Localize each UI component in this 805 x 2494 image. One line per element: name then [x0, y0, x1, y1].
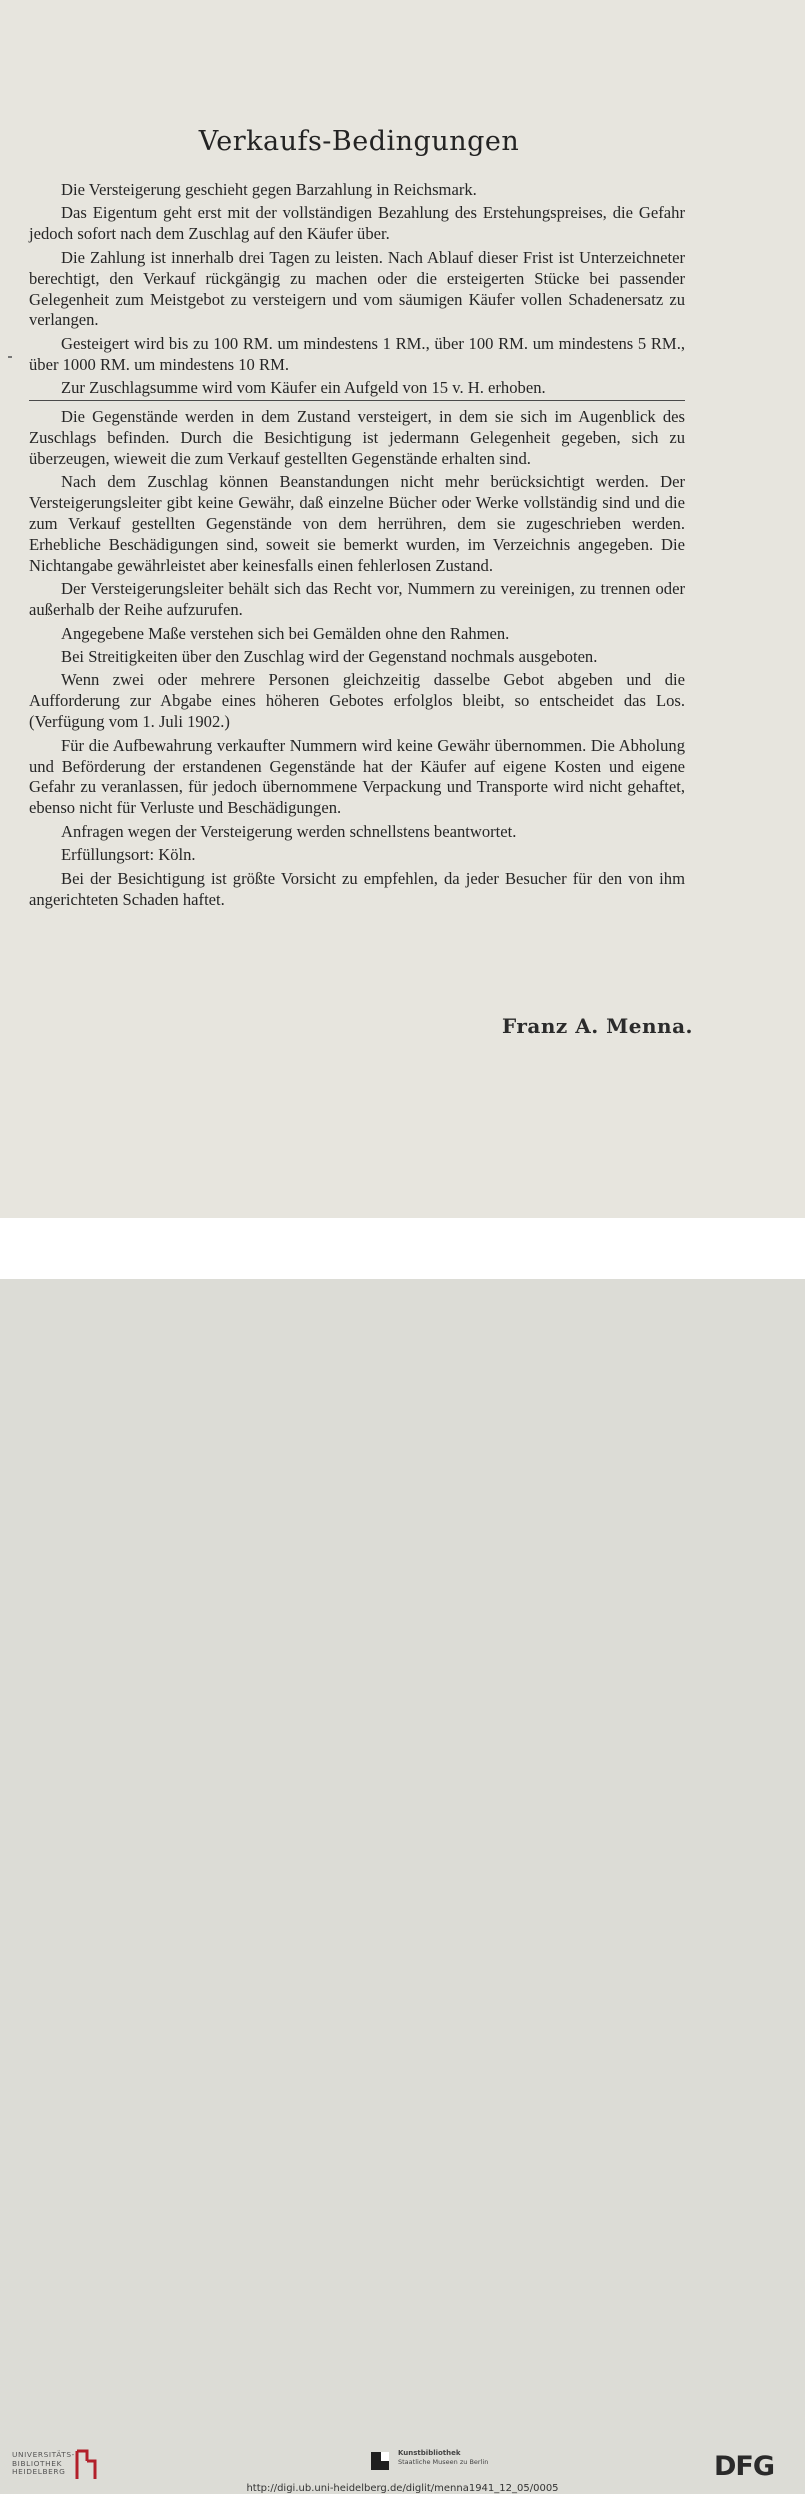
paragraph-bid-increments: Gesteigert wird bis zu 100 RM. um mindestens 1 RM., über 100 RM. um mindestens 5 RM., über 1000 RM. um mindestens 10 RM.	[29, 333, 685, 374]
signature: Franz A. Menna.	[501, 1014, 693, 1038]
margin-mark	[8, 356, 12, 358]
paragraph-complaints: Nach dem Zuschlag können Beanstandungen nicht mehr berücksichtigt werden. Der Versteigerungsleiter gibt keine Gewähr, daß einzelne Bücher oder Werke vollständig sind und die zum Verkauf gestellten Gegenstände von dem herrühren, dem sie zugeschrieben werden. Erhebliche Beschädigungen sind, soweit sie bemerkt wurden, im Verzeichnis angegeben. Die Nichtangabe gewährleistet aber keinesfalls einen fehlerlosen Zustand.	[29, 472, 685, 575]
paragraph-caution: Bei der Besichtigung ist größte Vorsicht zu empfehlen, da jeder Besucher für den von ihm angerichteten Schaden haftet.	[29, 868, 685, 909]
terms-body	[29, 180, 685, 913]
kunstbibliothek-subtitle: Staatliche Museen zu Berlin	[398, 2458, 489, 2466]
kunstbibliothek-name: Kunstbibliothek	[398, 2449, 461, 2457]
paragraph-jurisdiction: Erfüllungsort: Köln.	[61, 845, 196, 865]
paragraph-premium: Zur Zuschlagsumme wird vom Käufer ein Aufgeld von 15 v. H. erhoben.	[29, 378, 685, 401]
logo-line: HEIDELBERG	[12, 2467, 66, 2477]
logo-line: BIBLIOTHEK	[12, 2458, 63, 2468]
permalink-url[interactable]: http://digi.ub.uni-heidelberg.de/diglit/menna1941_12_05/0005	[246, 2483, 559, 2494]
paragraph-disputes: Bei Streitigkeiten über den Zuschlag wird der Gegenstand nochmals ausgeboten.	[61, 647, 598, 667]
heidelberg-logo-icon	[73, 2449, 97, 2481]
logo-line: UNIVERSITÄTS-	[12, 2450, 75, 2459]
scanned-page	[0, 0, 805, 1218]
page-title: Verkaufs-Bedingungen	[198, 126, 520, 157]
kunstbibliothek-logo-icon	[369, 2450, 391, 2472]
digitization-footer	[0, 1218, 805, 2494]
paragraph-lot-order: Der Versteigerungsleiter behält sich das Recht vor, Nummern zu vereinigen, zu trennen oder außerhalb der Reihe aufzurufen.	[29, 579, 685, 620]
paragraph-payment: Die Versteigerung geschieht gegen Barzahlung in Reichsmark.	[61, 180, 477, 199]
paragraph-condition: Die Gegenstände werden in dem Zustand versteigert, in dem sie sich im Augenblick des Zuschlags befinden. Durch die Besichtigung ist jedermann Gelegenheit gegeben, sich zu überzeugen, wieweit die zum Verkauf gestellten Gegenstände erhalten sind.	[29, 407, 685, 468]
kunstbibliothek-label	[398, 2449, 488, 2467]
paragraph-storage: Für die Aufbewahrung verkaufter Nummern wird keine Gewähr übernommen. Die Abholung und Beförderung der erstandenen Gegenstände hat der Käufer auf eigene Kosten und eigene Gefahr zu veranlassen, für jedoch übernommene Verpackung und Transporte wird nicht gehaftet, ebenso nicht für Verluste und Beschädigungen.	[29, 735, 685, 818]
paragraph-equal-bids: Wenn zwei oder mehrere Personen gleichzeitig dasselbe Gebot abgeben und die Aufforderung zur Abgabe eines höheren Gebotes erfolglos bleibt, so entscheidet das Los. (Verfügung vom 1. Juli 1902.)	[29, 670, 685, 732]
paragraph-payment-deadline: Die Zahlung ist innerhalb drei Tagen zu leisten. Nach Ablauf dieser Frist ist Unterzeichneter berechtigt, den Verkauf rückgängig zu machen oder die ersteigerten Stücke bei passender Gelegenheit zum Meistgebot zu versteigern und vom säumigen Käufer vollen Schadenersatz zu verlangen.	[29, 247, 685, 330]
dfg-logo: DFG	[714, 2451, 775, 2482]
paragraph-ownership: Das Eigentum geht erst mit der vollständigen Bezahlung des Erstehungspreises, die Gefahr jedoch sofort nach dem Zuschlag auf den Käufer über.	[29, 203, 685, 244]
paragraph-dimensions: Angegebene Maße verstehen sich bei Gemälden ohne den Rahmen.	[61, 623, 510, 643]
paragraph-inquiries: Anfragen wegen der Versteigerung werden schnellstens beantwortet.	[61, 821, 517, 841]
university-library-logo-text	[12, 2451, 75, 2477]
